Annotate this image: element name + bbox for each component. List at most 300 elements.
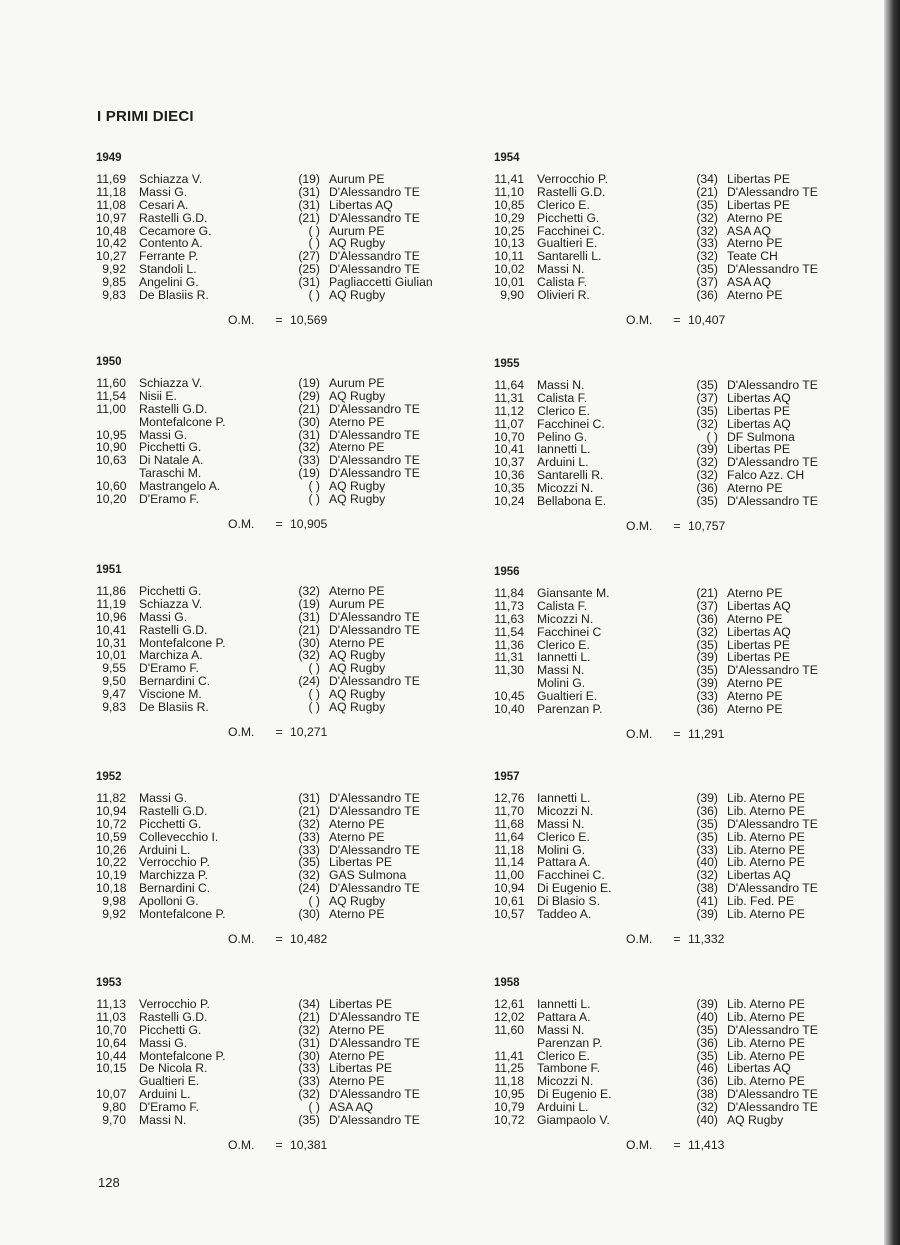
year-heading: 1954 — [494, 152, 520, 164]
club-name: D'Alessandro TE — [329, 609, 420, 624]
time-value: 11,19 — [96, 596, 126, 611]
average-value: 10,757 — [688, 519, 726, 533]
average-line — [626, 1138, 724, 1152]
athlete-name: D'Eramo F. — [139, 661, 199, 676]
birth-year: (36) — [696, 611, 718, 626]
year-heading: 1949 — [96, 152, 122, 164]
equals-sign: = — [673, 519, 681, 533]
ranking-row — [494, 792, 834, 805]
time-value: 10,59 — [96, 829, 127, 844]
club-name: Aurum PE — [329, 376, 385, 390]
birth-year: ( ) — [308, 223, 320, 238]
ranking-list — [96, 998, 436, 1127]
average-value: 11,332 — [688, 932, 725, 946]
birth-year: (33) — [696, 689, 718, 704]
year-heading: 1955 — [494, 358, 520, 370]
club-name: Aterno PE — [727, 586, 783, 600]
ranking-row — [494, 405, 834, 418]
birth-year: (36) — [696, 1074, 718, 1089]
athlete-name: Verrocchio P. — [139, 997, 210, 1011]
birth-year: ( ) — [706, 429, 718, 444]
athlete-name: Facchinei C. — [537, 416, 605, 431]
athlete-name: Di Eugenio E. — [537, 881, 612, 896]
athlete-name: Collevecchio I. — [139, 829, 219, 844]
time-value: 11,68 — [494, 816, 524, 831]
time-value: 11,30 — [494, 663, 524, 678]
time-value: 11,31 — [494, 650, 524, 665]
birth-year: (21) — [298, 401, 320, 416]
birth-year: (32) — [696, 455, 718, 470]
average-label: O.M. — [228, 517, 255, 531]
club-name: ASA AQ — [727, 223, 772, 238]
birth-year: (37) — [696, 390, 718, 405]
average-line — [228, 517, 327, 531]
athlete-name: Santarelli R. — [537, 468, 604, 483]
birth-year: (32) — [298, 868, 320, 883]
year-heading: 1957 — [494, 771, 520, 783]
time-value: 11,70 — [494, 803, 524, 818]
club-name: D'Alessandro TE — [329, 1113, 420, 1128]
club-name: D'Alessandro TE — [329, 622, 420, 637]
club-name: D'Alessandro TE — [329, 674, 420, 689]
club-name: Aterno PE — [727, 611, 783, 626]
club-name: AQ Rugby — [329, 236, 386, 251]
birth-year: (32) — [696, 624, 718, 639]
birth-year: (37) — [696, 598, 718, 613]
time-value: 10,70 — [494, 429, 525, 444]
birth-year: (30) — [298, 414, 320, 429]
athlete-name: Iannetti L. — [537, 442, 591, 457]
time-value: 9,85 — [102, 275, 126, 290]
birth-year: (32) — [298, 440, 320, 455]
birth-year: (32) — [298, 816, 320, 831]
birth-year: (31) — [298, 427, 320, 442]
birth-year: (35) — [696, 378, 718, 392]
average-line — [626, 519, 725, 533]
birth-year: (35) — [696, 494, 718, 509]
club-name: Libertas PE — [727, 637, 791, 652]
athlete-name: Micozzi N. — [537, 1074, 594, 1089]
club-name: Pagliaccetti Giulian — [329, 275, 433, 290]
time-value: 11,54 — [96, 388, 126, 403]
birth-year: (31) — [298, 791, 320, 805]
club-name: AQ Rugby — [329, 388, 386, 403]
athlete-name: De Nicola R. — [139, 1061, 208, 1076]
club-name: D'Alessandro TE — [727, 816, 818, 831]
club-name: Aurum PE — [329, 596, 385, 611]
birth-year: (39) — [696, 442, 718, 457]
birth-year: (29) — [298, 388, 320, 403]
time-value: 10,90 — [96, 440, 127, 455]
time-value: 9,80 — [102, 1100, 126, 1115]
time-value: 10,13 — [494, 236, 525, 251]
athlete-name: Rastelli G.D. — [139, 803, 208, 818]
birth-year: (35) — [696, 403, 718, 418]
average-line — [228, 932, 327, 946]
club-name: GAS Sulmona — [329, 868, 407, 883]
athlete-name: Bellabona E. — [537, 494, 607, 509]
athlete-name: De Blasiis R. — [139, 288, 209, 303]
time-value: 11,14 — [494, 855, 524, 870]
birth-year: (33) — [298, 1074, 320, 1089]
birth-year: (35) — [298, 855, 320, 870]
athlete-name: Giampaolo V. — [537, 1113, 610, 1128]
time-value: 11,82 — [96, 791, 126, 805]
time-value: 11,08 — [96, 197, 126, 212]
athlete-name: Bernardini C. — [139, 881, 211, 896]
ranking-row — [96, 611, 436, 624]
time-value: 10,95 — [96, 427, 127, 442]
birth-year: (30) — [298, 1048, 320, 1063]
birth-year: (31) — [298, 609, 320, 624]
time-value: 10,79 — [494, 1100, 525, 1115]
birth-year: (32) — [298, 648, 320, 663]
athlete-name: Massi G. — [139, 609, 188, 624]
athlete-name: Montefalcone P. — [139, 1048, 226, 1063]
ranking-row — [494, 495, 834, 508]
athlete-name: Facchinei C. — [537, 223, 605, 238]
athlete-name: Tambone F. — [537, 1061, 600, 1076]
athlete-name: Gualtieri E. — [537, 236, 598, 251]
club-name: AQ Rugby — [329, 894, 386, 909]
average-label: O.M. — [228, 1138, 255, 1152]
athlete-name: Rastelli G.D. — [139, 622, 208, 637]
ranking-row — [96, 908, 436, 921]
club-name: D'Alessandro TE — [727, 378, 818, 392]
club-name: ASA AQ — [329, 1100, 374, 1115]
athlete-name: Iannetti L. — [537, 791, 591, 805]
ranking-list — [494, 792, 834, 921]
birth-year: (35) — [696, 637, 718, 652]
birth-year: (32) — [696, 210, 718, 225]
athlete-name: Clerico E. — [537, 1048, 590, 1063]
athlete-name: Taraschi M. — [139, 466, 202, 481]
club-name: Aterno PE — [727, 481, 783, 496]
athlete-name: Montefalcone P. — [139, 635, 226, 650]
average-value: 11,291 — [688, 727, 725, 741]
time-value: 10,42 — [96, 236, 127, 251]
birth-year: ( ) — [308, 1100, 320, 1115]
time-value: 10,25 — [494, 223, 525, 238]
ranking-row — [96, 403, 436, 416]
time-value: 10,63 — [96, 453, 127, 468]
athlete-name: Picchetti G. — [537, 210, 600, 225]
average-label: O.M. — [626, 727, 653, 741]
ranking-row — [494, 1011, 834, 1024]
birth-year: (25) — [298, 262, 320, 277]
athlete-name: Facchinei C — [537, 624, 602, 639]
club-name: D'Alessandro TE — [329, 1035, 420, 1050]
ranking-row — [494, 392, 834, 405]
time-value: 10,85 — [494, 197, 525, 212]
birth-year: (31) — [298, 197, 320, 212]
time-value: 10,94 — [96, 803, 127, 818]
athlete-name: Micozzi N. — [537, 803, 594, 818]
birth-year: (32) — [298, 1022, 320, 1037]
average-line — [626, 313, 725, 327]
birth-year: (32) — [298, 584, 320, 598]
athlete-name: Verrocchio P. — [139, 855, 210, 870]
ranking-row — [96, 199, 436, 212]
club-name: Lib. Fed. PE — [727, 894, 795, 909]
club-name: Libertas AQ — [727, 624, 791, 639]
birth-year: (40) — [696, 1113, 718, 1128]
ranking-row — [96, 493, 436, 506]
birth-year: ( ) — [308, 661, 320, 676]
club-name: D'Alessandro TE — [329, 466, 420, 481]
time-value: 10,07 — [96, 1087, 127, 1102]
club-name: Aterno PE — [329, 816, 385, 831]
birth-year: (32) — [696, 249, 718, 264]
time-value: 10,15 — [96, 1061, 127, 1076]
time-value: 9,83 — [102, 288, 126, 303]
ranking-row — [96, 1024, 436, 1037]
athlete-name: De Blasiis R. — [139, 700, 209, 715]
ranking-row — [96, 585, 436, 598]
time-value: 10,29 — [494, 210, 525, 225]
club-name: D'Alessandro TE — [329, 262, 420, 277]
time-value: 9,50 — [102, 674, 126, 689]
club-name: Libertas AQ — [727, 1061, 791, 1076]
time-value: 10,26 — [96, 842, 127, 857]
club-name: D'Alessandro TE — [329, 249, 420, 264]
athlete-name: Schiazza V. — [139, 596, 203, 611]
birth-year: (39) — [696, 676, 718, 691]
average-value: 10,271 — [290, 725, 328, 739]
birth-year: ( ) — [308, 236, 320, 251]
athlete-name: Cecamore G. — [139, 223, 212, 238]
club-name: D'Alessandro TE — [727, 663, 818, 678]
club-name: Aterno PE — [329, 635, 385, 650]
club-name: Aterno PE — [727, 676, 783, 691]
time-value: 10,40 — [494, 702, 525, 717]
time-value: 9,47 — [102, 687, 126, 702]
club-name: Aterno PE — [329, 1074, 385, 1089]
athlete-name: Di Blasio S. — [537, 894, 600, 909]
athlete-name: Montefalcone P. — [139, 907, 226, 922]
athlete-name: Picchetti G. — [139, 584, 202, 598]
ranking-row — [494, 600, 834, 613]
birth-year: (36) — [696, 702, 718, 717]
athlete-name: Parenzan P. — [537, 702, 603, 717]
time-value: 9,83 — [102, 700, 126, 715]
athlete-name: Nisii E. — [139, 388, 177, 403]
athlete-name: Santarelli L. — [537, 249, 602, 264]
club-name: Libertas PE — [727, 172, 791, 186]
club-name: Libertas PE — [727, 403, 791, 418]
athlete-name: Marchiza A. — [139, 648, 203, 663]
athlete-name: Di Eugenio E. — [537, 1087, 612, 1102]
club-name: Aurum PE — [329, 172, 385, 186]
ranking-row — [96, 186, 436, 199]
ranking-row — [96, 416, 436, 429]
time-value: 11,07 — [494, 416, 524, 431]
time-value: 10,94 — [494, 881, 525, 896]
birth-year: (24) — [298, 674, 320, 689]
time-value: 10,18 — [96, 881, 127, 896]
ranking-row — [96, 805, 436, 818]
time-value: 11,03 — [96, 1009, 126, 1024]
athlete-name: Micozzi N. — [537, 481, 594, 496]
club-name: Libertas AQ — [329, 197, 393, 212]
athlete-name: Calista F. — [537, 390, 588, 405]
club-name: Libertas AQ — [727, 598, 791, 613]
time-value: 11,64 — [494, 378, 524, 392]
athlete-name: Verrocchio P. — [537, 172, 608, 186]
athlete-name: Arduini L. — [139, 1087, 191, 1102]
time-value: 9,98 — [102, 894, 126, 909]
athlete-name: Bernardini C. — [139, 674, 211, 689]
club-name: D'Alessandro TE — [329, 803, 420, 818]
birth-year: (32) — [696, 223, 718, 238]
average-label: O.M. — [228, 313, 255, 327]
time-value: 12,76 — [494, 791, 525, 805]
ranking-row — [494, 613, 834, 626]
athlete-name: Molini G. — [537, 676, 586, 691]
athlete-name: Clerico E. — [537, 829, 590, 844]
ranking-list — [494, 998, 834, 1127]
birth-year: (39) — [696, 907, 718, 922]
time-value: 11,18 — [494, 1074, 524, 1089]
page-number: 128 — [98, 1175, 120, 1190]
athlete-name: Iannetti L. — [537, 997, 591, 1011]
birth-year: (21) — [696, 586, 718, 600]
ranking-row — [494, 805, 834, 818]
birth-year: (34) — [696, 172, 718, 186]
birth-year: (40) — [696, 1009, 718, 1024]
time-value: 10,27 — [96, 249, 127, 264]
club-name: AQ Rugby — [329, 288, 386, 303]
athlete-name: Massi G. — [139, 427, 188, 442]
time-value: 10,24 — [494, 494, 525, 509]
club-name: ASA AQ — [727, 275, 772, 290]
ranking-list — [494, 173, 834, 302]
time-value: 10,01 — [494, 275, 525, 290]
time-value: 9,55 — [102, 661, 126, 676]
average-value: 10,905 — [290, 517, 328, 531]
club-name: Aterno PE — [727, 236, 783, 251]
time-value: 10,02 — [494, 262, 525, 277]
time-value: 11,25 — [494, 1061, 524, 1076]
athlete-name: Pattara A. — [537, 855, 591, 870]
equals-sign: = — [275, 725, 283, 739]
scan-page-edge — [884, 0, 900, 1245]
birth-year: (35) — [696, 816, 718, 831]
birth-year: (21) — [696, 184, 718, 199]
birth-year: (39) — [696, 650, 718, 665]
time-value: 9,92 — [102, 262, 126, 277]
athlete-name: Massi N. — [537, 816, 585, 831]
time-value: 12,61 — [494, 997, 525, 1011]
ranking-row — [494, 212, 834, 225]
athlete-name: Mastrangelo A. — [139, 479, 221, 494]
time-value: 11,69 — [96, 172, 126, 186]
birth-year: (33) — [696, 236, 718, 251]
birth-year: (32) — [696, 1100, 718, 1115]
birth-year: (36) — [696, 803, 718, 818]
year-heading: 1956 — [494, 566, 520, 578]
birth-year: (46) — [696, 1061, 718, 1076]
athlete-name: Pelino G. — [537, 429, 588, 444]
time-value: 10,45 — [494, 689, 525, 704]
athlete-name: Parenzan P. — [537, 1035, 603, 1050]
equals-sign: = — [275, 517, 283, 531]
birth-year: (33) — [298, 842, 320, 857]
athlete-name: Massi N. — [537, 262, 585, 277]
birth-year: (24) — [298, 881, 320, 896]
club-name: D'Alessandro TE — [727, 455, 818, 470]
year-heading: 1951 — [96, 564, 122, 576]
average-line — [228, 313, 327, 327]
birth-year: (32) — [696, 868, 718, 883]
ranking-list — [96, 792, 436, 921]
athlete-name: Picchetti G. — [139, 440, 202, 455]
birth-year: (32) — [298, 1087, 320, 1102]
year-heading: 1958 — [494, 977, 520, 989]
birth-year: (36) — [696, 288, 718, 303]
club-name: Aterno PE — [727, 210, 783, 225]
time-value: 11,18 — [96, 184, 126, 199]
time-value: 11,63 — [494, 611, 524, 626]
ranking-row — [494, 418, 834, 431]
average-value: 10,569 — [290, 313, 328, 327]
athlete-name: Massi G. — [139, 791, 188, 805]
equals-sign: = — [275, 932, 283, 946]
club-name: D'Alessandro TE — [727, 1022, 818, 1037]
ranking-row — [96, 998, 436, 1011]
birth-year: (19) — [298, 376, 320, 390]
time-value: 10,64 — [96, 1035, 127, 1050]
club-name: AQ Rugby — [329, 479, 386, 494]
ranking-row — [96, 831, 436, 844]
athlete-name: Rastelli G.D. — [139, 1009, 208, 1024]
birth-year: (31) — [298, 1035, 320, 1050]
club-name: AQ Rugby — [329, 661, 386, 676]
year-heading: 1953 — [96, 977, 122, 989]
time-value: 9,90 — [500, 288, 524, 303]
club-name: Libertas PE — [329, 997, 393, 1011]
time-value: 11,18 — [494, 842, 524, 857]
club-name: Libertas AQ — [727, 868, 791, 883]
time-value: 10,37 — [494, 455, 525, 470]
ranking-row — [96, 701, 436, 714]
athlete-name: Facchinei C. — [537, 868, 605, 883]
club-name: Lib. Aterno PE — [727, 1035, 805, 1050]
club-name: D'Alessandro TE — [727, 184, 818, 199]
ranking-row — [96, 212, 436, 225]
club-name: D'Alessandro TE — [329, 184, 420, 199]
club-name: D'Alessandro TE — [329, 210, 420, 225]
average-value: 11,413 — [688, 1138, 725, 1152]
birth-year: (40) — [696, 855, 718, 870]
time-value: 10,01 — [96, 648, 127, 663]
average-line — [228, 1138, 327, 1152]
club-name: Lib. Aterno PE — [727, 855, 805, 870]
club-name: Lib. Aterno PE — [727, 791, 805, 805]
club-name: AQ Rugby — [727, 1113, 784, 1128]
athlete-name: Molini G. — [537, 842, 586, 857]
athlete-name: Gualtieri E. — [537, 689, 598, 704]
birth-year: (33) — [298, 829, 320, 844]
time-value: 10,19 — [96, 868, 127, 883]
average-line — [228, 725, 327, 739]
athlete-name: Massi N. — [537, 663, 585, 678]
average-label: O.M. — [626, 932, 653, 946]
club-name: D'Alessandro TE — [329, 1009, 420, 1024]
club-name: Aterno PE — [727, 689, 783, 704]
time-value: 10,20 — [96, 492, 127, 507]
time-value: 10,35 — [494, 481, 525, 496]
